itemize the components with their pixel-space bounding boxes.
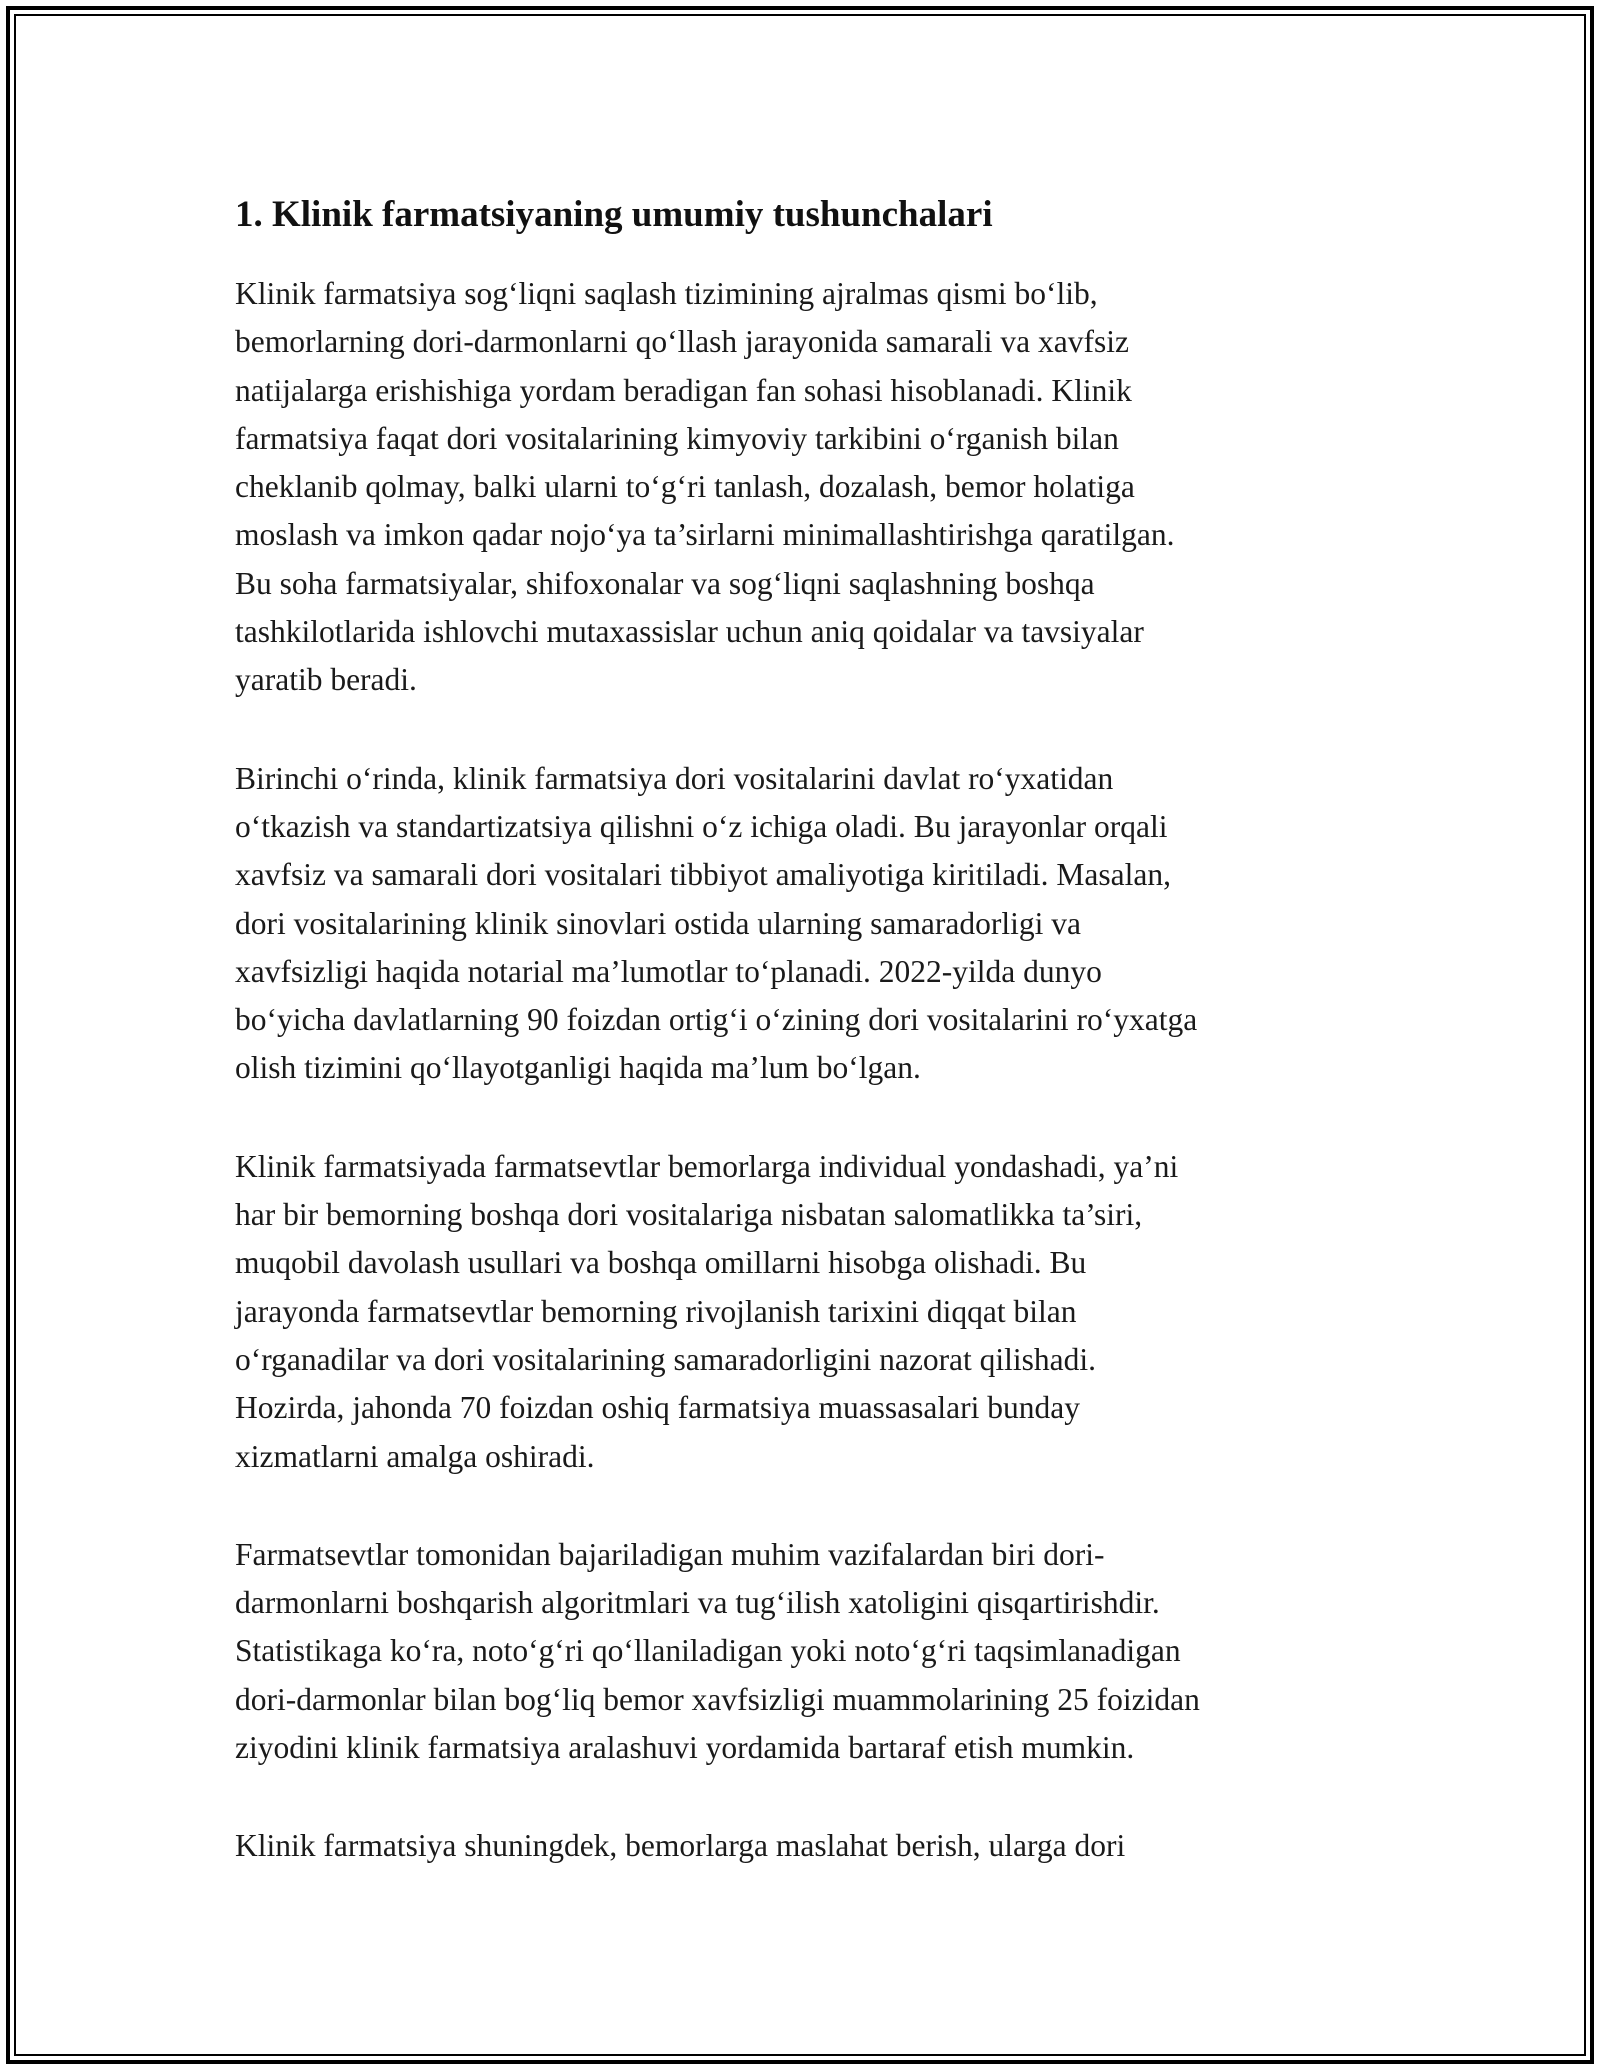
section-heading: 1. Klinik farmatsiyaning umumiy tushunchalari <box>235 194 993 235</box>
text-line: farmatsiya faqat dori vositalarining kimyoviy tarkibini o‘rganish bilan <box>235 420 1119 456</box>
text-line: olish tizimini qo‘llayotganligi haqida ma’lum bo‘lgan. <box>235 1050 921 1086</box>
text-line: natijalarga erishishiga yordam beradigan fan sohasi hisoblanadi. Klinik <box>235 372 1132 408</box>
text-line: o‘tkazish va standartizatsiya qilishni o‘z ichiga oladi. Bu jarayonlar orqali <box>235 808 1168 844</box>
text-line: har bir bemorning boshqa dori vositalariga nisbatan salomatlikka ta’siri, <box>235 1197 1143 1233</box>
text-line: Farmatsevtlar tomonidan bajariladigan muhim vazifalardan biri dori- <box>235 1536 1105 1572</box>
text-line: ziyodini klinik farmatsiya aralashuvi yordamida bartaraf etish mumkin. <box>235 1730 1135 1766</box>
text-line: tashkilotlarida ishlovchi mutaxassislar uchun aniq qoidalar va tavsiyalar <box>235 614 1144 650</box>
text-line: dori vositalarining klinik sinovlari ostida ularning samaradorligi va <box>235 905 1081 941</box>
text-line: yaratib beradi. <box>235 662 417 698</box>
text-line: Klinik farmatsiya shuningdek, bemorlarga maslahat berish, ularga dori <box>235 1828 1126 1864</box>
text-line: Birinchi o‘rinda, klinik farmatsiya dori vositalarini davlat ro‘yxatidan <box>235 760 1114 796</box>
text-line: muqobil davolash usullari va boshqa omillarni hisobga olishadi. Bu <box>235 1245 1087 1281</box>
text-line: bemorlarning dori-darmonlarni qo‘llash jarayonida samarali va xavfsiz <box>235 324 1129 360</box>
text-line: darmonlarni boshqarish algoritmlari va tug‘ilish xatoligini qisqartirishdir. <box>235 1585 1160 1621</box>
text-line: xizmatlarni amalga oshiradi. <box>235 1438 595 1474</box>
text-line: dori-darmonlar bilan bog‘liq bemor xavfsizligi muammolarining 25 foizidan <box>235 1681 1200 1717</box>
text-line: xavfsizligi haqida notarial ma’lumotlar to‘planadi. 2022-yilda dunyo <box>235 953 1102 989</box>
text-line: Statistikaga ko‘ra, noto‘g‘ri qo‘llaniladigan yoki noto‘g‘ri taqsimlanadigan <box>235 1633 1181 1669</box>
paragraph <box>235 270 1370 705</box>
paragraph <box>235 755 1370 1093</box>
text-line: cheklanib qolmay, balki ularni to‘g‘ri tanlash, dozalash, bemor holatiga <box>235 469 1135 505</box>
paragraph <box>235 1143 1370 1481</box>
paragraph <box>235 1822 1370 1870</box>
text-line: moslash va imkon qadar nojo‘ya ta’sirlarni minimallashtirishga qaratilgan. <box>235 517 1175 553</box>
text-line: Bu soha farmatsiyalar, shifoxonalar va sog‘liqni saqlashning boshqa <box>235 565 1095 601</box>
document-body <box>235 186 1370 1921</box>
paragraph <box>235 1531 1370 1772</box>
text-line: Klinik farmatsiyada farmatsevtlar bemorlarga individual yondashadi, ya’ni <box>235 1148 1179 1184</box>
text-line: bo‘yicha davlatlarning 90 foizdan ortig‘i o‘zining dori vositalarini ro‘yxatga <box>235 1002 1198 1038</box>
text-line: Hozirda, jahonda 70 foizdan oshiq farmatsiya muassasalari bunday <box>235 1390 1080 1426</box>
text-line: jarayonda farmatsevtlar bemorning rivojlanish tarixini diqqat bilan <box>235 1293 1077 1329</box>
text-line: xavfsiz va samarali dori vositalari tibbiyot amaliyotiga kiritiladi. Masalan, <box>235 857 1172 893</box>
text-line: o‘rganadilar va dori vositalarining samaradorligini nazorat qilishadi. <box>235 1341 1097 1377</box>
text-line: Klinik farmatsiya sog‘liqni saqlash tizimining ajralmas qismi bo‘lib, <box>235 276 1098 311</box>
